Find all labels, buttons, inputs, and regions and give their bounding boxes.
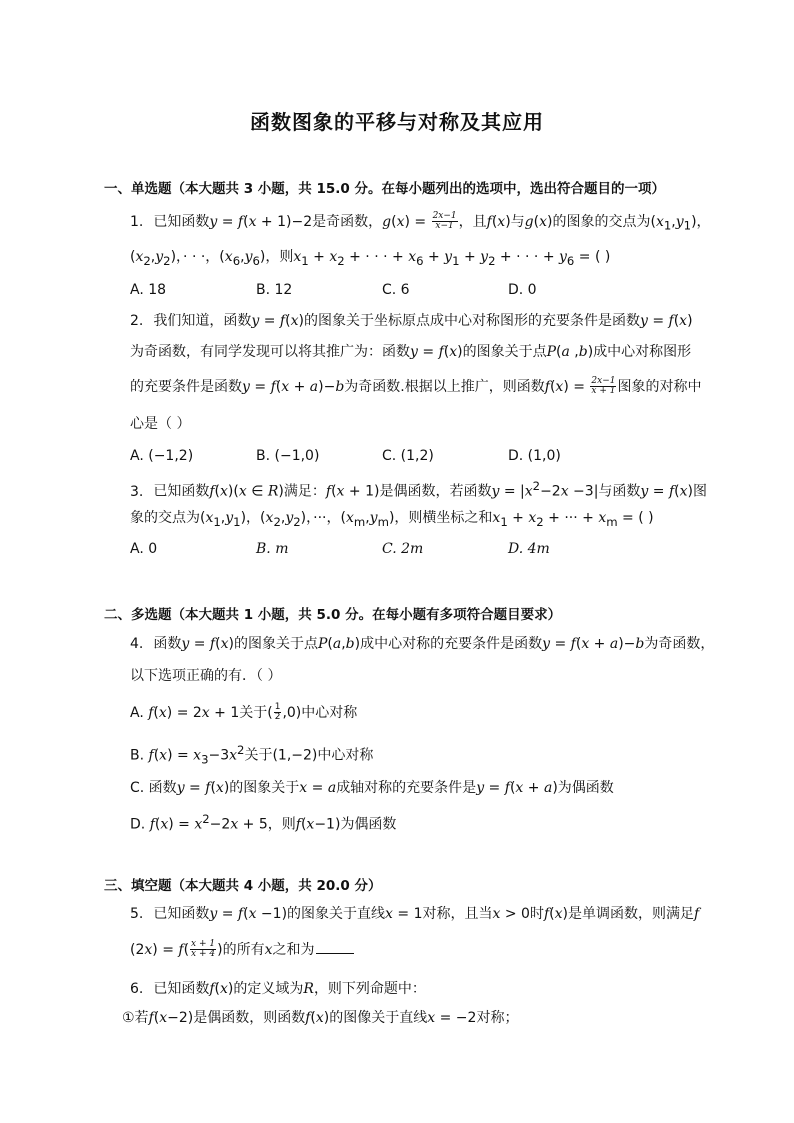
question-5-line-2: (2x) = f( $\frac{x + 1}{x + 4}$ )的所有x之和为 — [130, 940, 354, 960]
option-b[interactable]: B. (−1,0) — [256, 448, 320, 464]
question-number: 1. — [130, 213, 144, 230]
question-2-line-3: 的充要条件是函数y = f(x + a)−b为奇函数.根据以上推广，则函数f(x) = $\frac{2x-1}{x + 1}$ 图象的对称中 — [130, 376, 702, 397]
option-a[interactable]: A. 18 — [130, 282, 167, 298]
page-title: 函数图象的平移与对称及其应用 — [250, 110, 544, 134]
option-a[interactable]: A. 0 — [130, 541, 158, 557]
question-6-line-1: 6. 已知函数f(x)的定义域为R，则下列命题中： — [130, 981, 426, 997]
question-4-option-a[interactable]: A. f(x) = 2x + 1关于( $\frac{1}{2}$ ,0)中心对称 — [130, 702, 358, 723]
section-heading-single-choice: 一、单选题（本大题共 3 小题，共 15.0 分。在每小题列出的选项中，选出符合题目的一项） — [104, 181, 666, 197]
question-3-line-1: 3. 已知函数f(x)(x ∈ R)满足：f(x + 1)是偶函数，若函数$y = |x^2-2x -3|$与函数y = f(x)图 — [130, 479, 708, 500]
section-heading-fill-in: 三、填空题（本大题共 4 小题，共 20.0 分） — [104, 878, 382, 894]
section-heading-multi-choice: 二、多选题（本大题共 1 小题，共 5.0 分。在每小题有多项符合题目要求） — [104, 607, 562, 623]
question-number: 5. — [130, 906, 144, 922]
question-6-line-2: ①若f(x−2)是偶函数，则函数f(x)的图像关于直线x = −2对称； — [122, 1010, 519, 1026]
question-4-line-2: 以下选项正确的有．（ ） — [130, 668, 282, 684]
option-b[interactable]: B. 12 — [256, 282, 293, 298]
option-d[interactable]: D. (1,0) — [508, 448, 561, 464]
question-number: 6. — [130, 981, 144, 997]
option-c[interactable]: C. (1,2) — [382, 448, 434, 464]
question-2-line-2: 为奇函数，有同学发现可以将其推广为：函数y = f(x)的图象关于点P(a ,b)成中心对称图形 — [130, 344, 692, 360]
question-3-line-2: 象的交点为$(x_1,y_1)$，$(x_2,y_2)$，···，$(x_m,y_m)$，则横坐标之和$x_1 + x_2$ + ··· + $x_m$ = ( ) — [130, 510, 654, 529]
question-1-line-1: 1. 已知函数y = f(x + 1)−2是奇函数，g(x) = $\frac{2x-1}{x-1}$ ，且f(x)与g(x)的图象的交点为$(x_1,y_1)$， — [130, 211, 711, 233]
fraction: $\frac{2x-1}{x-1}$ — [432, 211, 457, 232]
option-d[interactable]: D. 0 — [508, 282, 537, 298]
option-c[interactable]: C. 6 — [382, 282, 410, 298]
fraction: $\frac{2x-1}{x + 1}$ — [591, 376, 616, 397]
question-number: 4. — [130, 636, 144, 652]
question-5-line-1: 5. 已知函数y = f(x −1)的图象关于直线x = 1对称，且当x > 0时f(x)是单调函数，则满足f — [130, 906, 700, 922]
answer-blank[interactable] — [316, 953, 354, 954]
question-number: 3. — [130, 483, 144, 500]
question-4-option-d[interactable]: D. $f(x) = x^2-2x + 5$，则f(x−1)为偶函数 — [130, 812, 397, 833]
question-4-option-b[interactable]: B. $f(x) = x_3-3x^2$关于(1,−2)中心对称 — [130, 743, 374, 767]
question-1-line-2: $(x_2,y_2)$，· · ·，$(x_6,y_6)$，则$x_1 + x_2$ + · · · + $x_6 + y_1 + y_2$ + · · · + $y_6$ = ( ) — [130, 249, 611, 268]
question-2-line-1: 2. 我们知道，函数y = f(x)的图象关于坐标原点成中心对称图形的充要条件是函数y = f(x) — [130, 313, 693, 329]
option-d[interactable]: D. 4m — [508, 541, 550, 557]
option-b[interactable]: B. m — [256, 541, 289, 557]
question-number: 2. — [130, 313, 144, 329]
option-a[interactable]: A. (−1,2) — [130, 448, 194, 464]
question-4-line-1: 4. 函数y = f(x)的图象关于点P(a,b)成中心对称的充要条件是函数y = f(x + a)−b为奇函数， — [130, 636, 715, 652]
option-c[interactable]: C. 2m — [382, 541, 424, 557]
question-2-line-4: 心是（ ） — [130, 416, 191, 432]
question-4-option-c[interactable]: C. 函数y = f(x)的图象关于x = a成轴对称的充要条件是y = f(x + a)为偶函数 — [130, 780, 614, 796]
